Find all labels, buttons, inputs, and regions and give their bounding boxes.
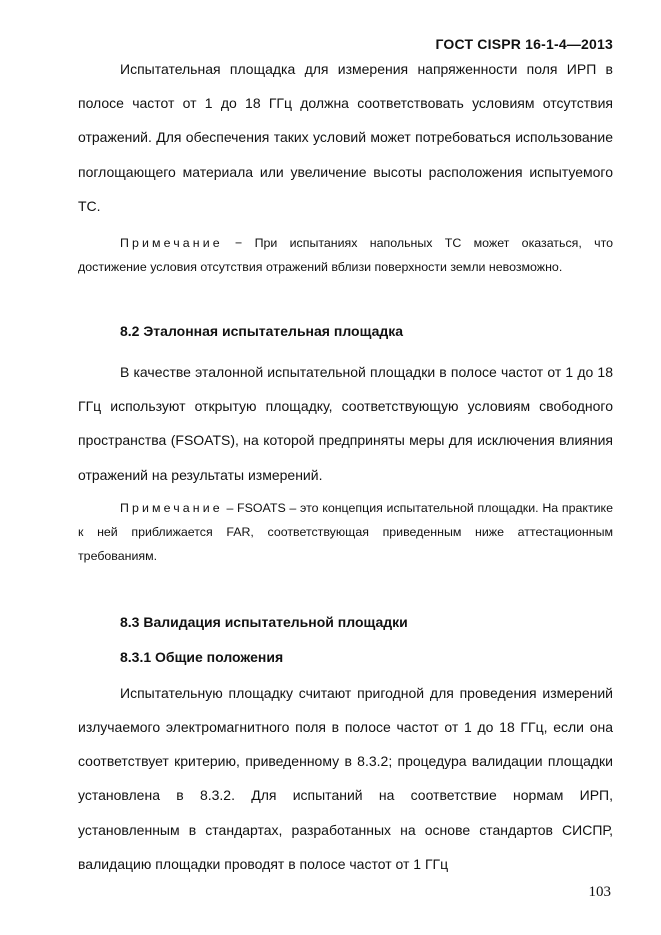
page-number: 103 bbox=[588, 884, 611, 900]
paragraph-site-requirements: Испытательная площадка для измерения напряженности поля ИРП в полосе частот от 1 до 18 ГГц должна соответствовать условиям отсутствия отражений. Для обеспечения таких условий может потребоваться использование поглощающего материала или увеличение высоты расположения испытуемого ТС. bbox=[78, 61, 613, 214]
page-content bbox=[78, 52, 613, 881]
note-floor-standing bbox=[78, 231, 613, 279]
note-label: Примечание bbox=[120, 236, 223, 251]
note-text: − При испытаниях напольных ТС может оказаться, что достижение условия отсутствия отражений вблизи поверхности земли невозможно. bbox=[78, 236, 613, 275]
note-fsoats bbox=[78, 496, 613, 568]
paragraph-general-provisions: Испытательную площадку считают пригодной для проведения измерений излучаемого электромагнитного поля в полосе частот от 1 до 18 ГГц, если она соответствует критерию, приведенному в 8.3.2; процедура валидации площадки установлена в 8.3.2. Для испытаний на соответствие нормам ИРП, установленным в стандартах, разработанных на основе стандартов СИСПР, валидацию площадки проводят в полосе частот от 1 ГГц bbox=[78, 684, 613, 872]
section-heading-8-3-1: 8.3.1 Общие положения bbox=[120, 648, 284, 665]
paragraph-reference-site: В качестве эталонной испытательной площадки в полосе частот от 1 до 18 ГГц используют открытую площадку, соответствующую условиям свободного пространства (FSOATS), на которой предприняты меры для исключения влияния отражений на результаты измерений. bbox=[78, 364, 613, 483]
document-header: ГОСТ CISPR 16-1-4—2013 bbox=[435, 36, 613, 52]
section-heading-8-2: 8.2 Эталонная испытательная площадка bbox=[120, 323, 404, 340]
note-label: Примечание bbox=[120, 500, 223, 515]
section-heading-8-3: 8.3 Валидация испытательной площадки bbox=[120, 613, 408, 630]
note-text: – FSOATS – это концепция испытательной площадки. На практике к ней приближается FAR, соответствующая приведенным ниже аттестационным требованиям. bbox=[78, 500, 613, 563]
